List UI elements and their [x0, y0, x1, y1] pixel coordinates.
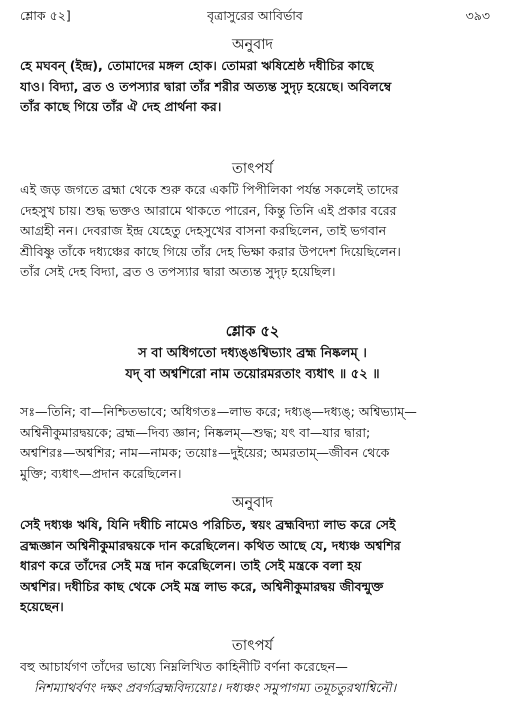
header-verse-ref: শ্লোক ৫২] [20, 8, 71, 23]
verse-line: স বা অধিগতো দধ্যঙ্ঙশ্বিভ্যাং ব্রহ্ম নিষ্কলম্ । [138, 346, 367, 361]
text-line: সঃ—তিনি; বা—নিশ্চিতভাবে; অধিগতঃ—লাভ করে; দধ্যঙ্—দধ্যঙ্; অশ্বিভ্যাম্— [20, 404, 417, 419]
text-line: তাঁর কাছে গিয়ে তাঁর ঐ দেহ প্রার্থনা কর। [20, 99, 222, 115]
text-line: হয়েছেন। [20, 599, 64, 615]
header-page-number: ৩৯৩ [465, 8, 490, 23]
text-line: অশ্বিনীকুমারদ্বয়কে; ব্রহ্ম—দিব্য জ্ঞান; নিষ্কলম্—শুদ্ধ; যৎ বা—যার দ্বারা; [20, 424, 371, 440]
verse-line: যদ্ বা অশ্বশিরো নাম তয়োরমরতাং ব্যধাৎ ॥ ৫২ ॥ [125, 367, 380, 382]
translation-heading: অনুবাদ [231, 495, 274, 511]
text-line: বহু আচার্যগণ তাঁদের ভাষ্যে নিম্নলিখিত কাহিনীটি বর্ণনা করেছেন— [20, 659, 348, 674]
header-chapter-title: বৃত্রাসুরের আবির্ভাব [207, 8, 303, 23]
text-line: অশ্বশির। দধীচির কাছ থেকে সেই মন্ত্র লাভ করে, অশ্বিনীকুমারদ্বয় জীবন্মুক্ত [20, 578, 384, 594]
text-line: ধারণ করে তাঁদের সেই মন্ত্র দান করেছিলেন। তাই সেই মন্ত্রকে বলা হয় [20, 558, 362, 574]
text-line: অশ্বশিরঃ—অশ্বশির; নাম—নামক; তয়োঃ—দুইয়ের; অমরতাম্—জীবন থেকে [20, 445, 390, 461]
page-header [20, 6, 490, 26]
synonyms-paragraph [20, 402, 490, 484]
verse-heading: শ্লোক ৫২ [225, 324, 280, 340]
text-line: হে মঘবন্ (ইন্দ্র), তোমাদের মঙ্গল হোক। তোমরা ঋষিশ্রেষ্ঠ দধীচির কাছে [20, 58, 374, 73]
text-line: শ্রীবিষ্ণু তাঁকে দধ্যঞ্চের কাছে গিয়ে তাঁর দেহ ভিক্ষা করার উপদেশ দিয়েছিলেন। [20, 243, 401, 259]
sanskrit-verse [0, 343, 505, 385]
text-line: নিশম্যাথর্বণং দক্ষং প্রবর্গ্যব্রহ্মবিদ্যয়োঃ। দধ্যঞ্চং সমুপাগম্য তমূচতুরথাশ্বিনৌ। [34, 679, 397, 695]
text-line: ব্রহ্মজ্ঞান অশ্বিনীকুমারদ্বয়কে দান করেছিলেন। কথিত আছে যে, দধ্যঞ্চ অশ্বশির [20, 537, 401, 553]
text-line: মুক্তি; ব্যধাৎ—প্রদান করেছিলেন। [20, 465, 182, 481]
text-line: আগ্রহী নন। দেবরাজ ইন্দ্র যেহেতু দেহসুখের বাসনা করছিলেন, তাই ভগবান [20, 223, 387, 239]
text-line: তাঁর সেই দেহ বিদ্যা, ব্রত ও তপস্যার দ্বারা অত্যন্ত সুদৃঢ় হয়েছিল। [20, 264, 336, 280]
purport-paragraph [20, 180, 490, 283]
translation-paragraph [20, 515, 490, 618]
text-line: এই জড় জগতে ব্রহ্মা থেকে শুরু করে একটি পিপীলিকা পর্যন্ত সকলেই তাদের [20, 182, 399, 197]
text-line: যাও। বিদ্যা, ব্রত ও তপস্যার দ্বারা তাঁর শরীর অত্যন্ত সুদৃঢ় হয়েছে। অবিলম্বে [20, 78, 392, 94]
translation-heading: অনুবাদ [231, 37, 274, 53]
purport-heading: তাৎপর্য [231, 638, 274, 654]
purport-paragraph [20, 657, 490, 698]
purport-heading: তাৎপর্য [231, 161, 274, 177]
translation-paragraph [20, 56, 490, 118]
text-line: দেহসুখ চায়। শুদ্ধ ভক্তও আরামে থাকতে পারেন, কিন্তু তিনি এই প্রকার বরের [20, 202, 397, 218]
text-line: সেই দধ্যঞ্চ ঋষি, যিনি দধীচি নামেও পরিচিত, স্বয়ং ব্রহ্মবিদ্যা লাভ করে সেই [20, 517, 396, 532]
